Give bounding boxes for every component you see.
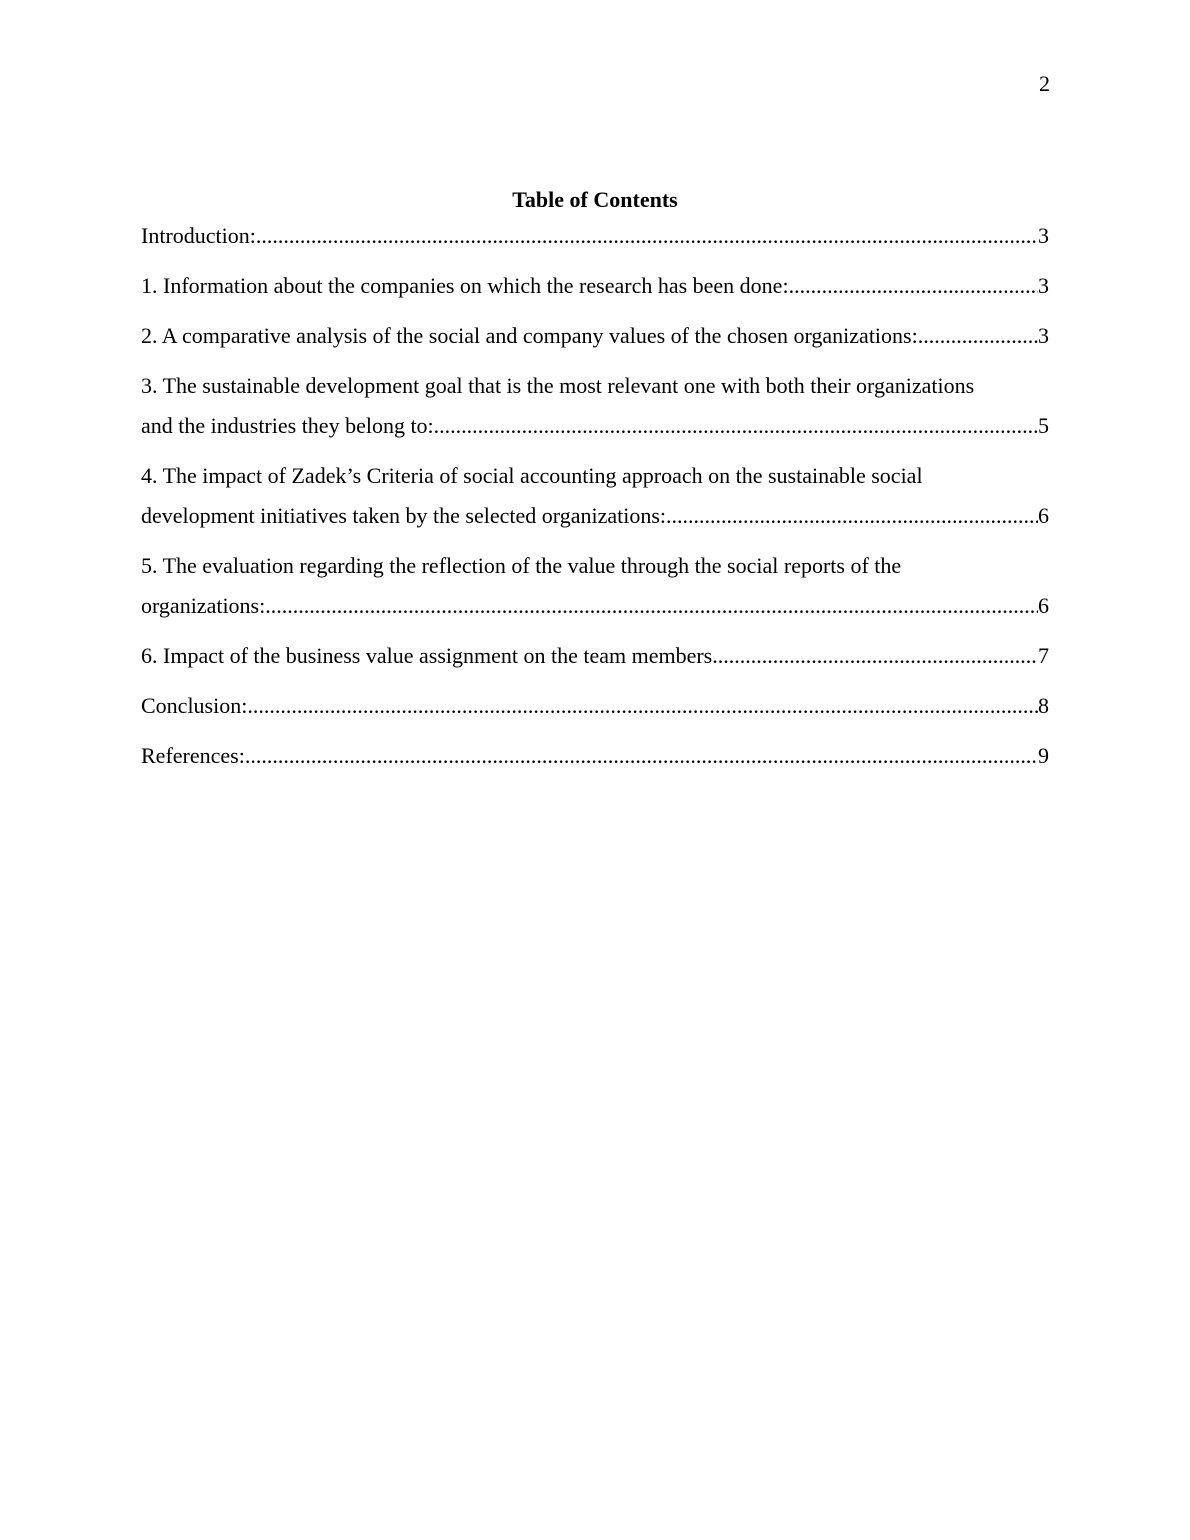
toc-page-ref: 6: [1038, 503, 1049, 528]
toc-entry-text-line: 3. The sustainable development goal that is the most relevant one with both their organizations: [141, 373, 975, 398]
toc-entry-text: References:: [141, 743, 245, 768]
dot-leader: [245, 736, 1038, 776]
page-number: 2: [1039, 71, 1050, 96]
dot-leader: [265, 586, 1038, 626]
dot-leader: [712, 636, 1038, 676]
toc-entry-section-3[interactable]: [141, 366, 1049, 446]
toc-page-ref: 3: [1038, 323, 1049, 348]
toc-entry-conclusion[interactable]: [141, 686, 1049, 726]
toc-entry-text: Introduction:: [141, 223, 256, 248]
toc-page-ref: 5: [1038, 413, 1049, 438]
toc-page-ref: 6: [1038, 593, 1049, 618]
toc-entry-section-5[interactable]: [141, 546, 1049, 626]
toc-entry-text: development initiatives taken by the selected organizations:: [141, 503, 666, 528]
toc-entry-text: 6. Impact of the business value assignment on the team members: [141, 643, 713, 668]
toc-entry-text: Conclusion:: [141, 693, 248, 718]
dot-leader: [666, 496, 1038, 536]
dot-leader: [247, 686, 1038, 726]
toc-title: Table of Contents: [512, 187, 678, 212]
toc-entry-introduction[interactable]: [141, 216, 1049, 256]
toc-entry-text: 2. A comparative analysis of the social and company values of the chosen organizations:: [141, 323, 918, 348]
toc-entry-section-4[interactable]: [141, 456, 1049, 536]
toc-entry-text: organizations:: [141, 593, 266, 618]
toc-entry-text-line: 4. The impact of Zadek’s Criteria of social accounting approach on the sustainable social: [141, 463, 923, 488]
toc-page-ref: 3: [1038, 223, 1049, 248]
toc-list: [141, 216, 1049, 786]
dot-leader: [256, 216, 1038, 256]
toc-entry-section-6[interactable]: [141, 636, 1049, 676]
toc-page-ref: 9: [1038, 743, 1049, 768]
dot-leader: [789, 266, 1038, 306]
toc-entry-text: and the industries they belong to:: [141, 413, 434, 438]
toc-entry-section-1[interactable]: [141, 266, 1049, 306]
toc-entry-references[interactable]: [141, 736, 1049, 776]
dot-leader: [918, 316, 1038, 356]
toc-page-ref: 8: [1038, 693, 1049, 718]
toc-page-ref: 3: [1038, 273, 1049, 298]
toc-entry-text-line: 5. The evaluation regarding the reflection of the value through the social reports of the: [141, 553, 902, 578]
toc-page-ref: 7: [1038, 643, 1049, 668]
toc-entry-section-2[interactable]: [141, 316, 1049, 356]
toc-entry-text: 1. Information about the companies on which the research has been done:: [141, 273, 789, 298]
dot-leader: [434, 406, 1038, 446]
